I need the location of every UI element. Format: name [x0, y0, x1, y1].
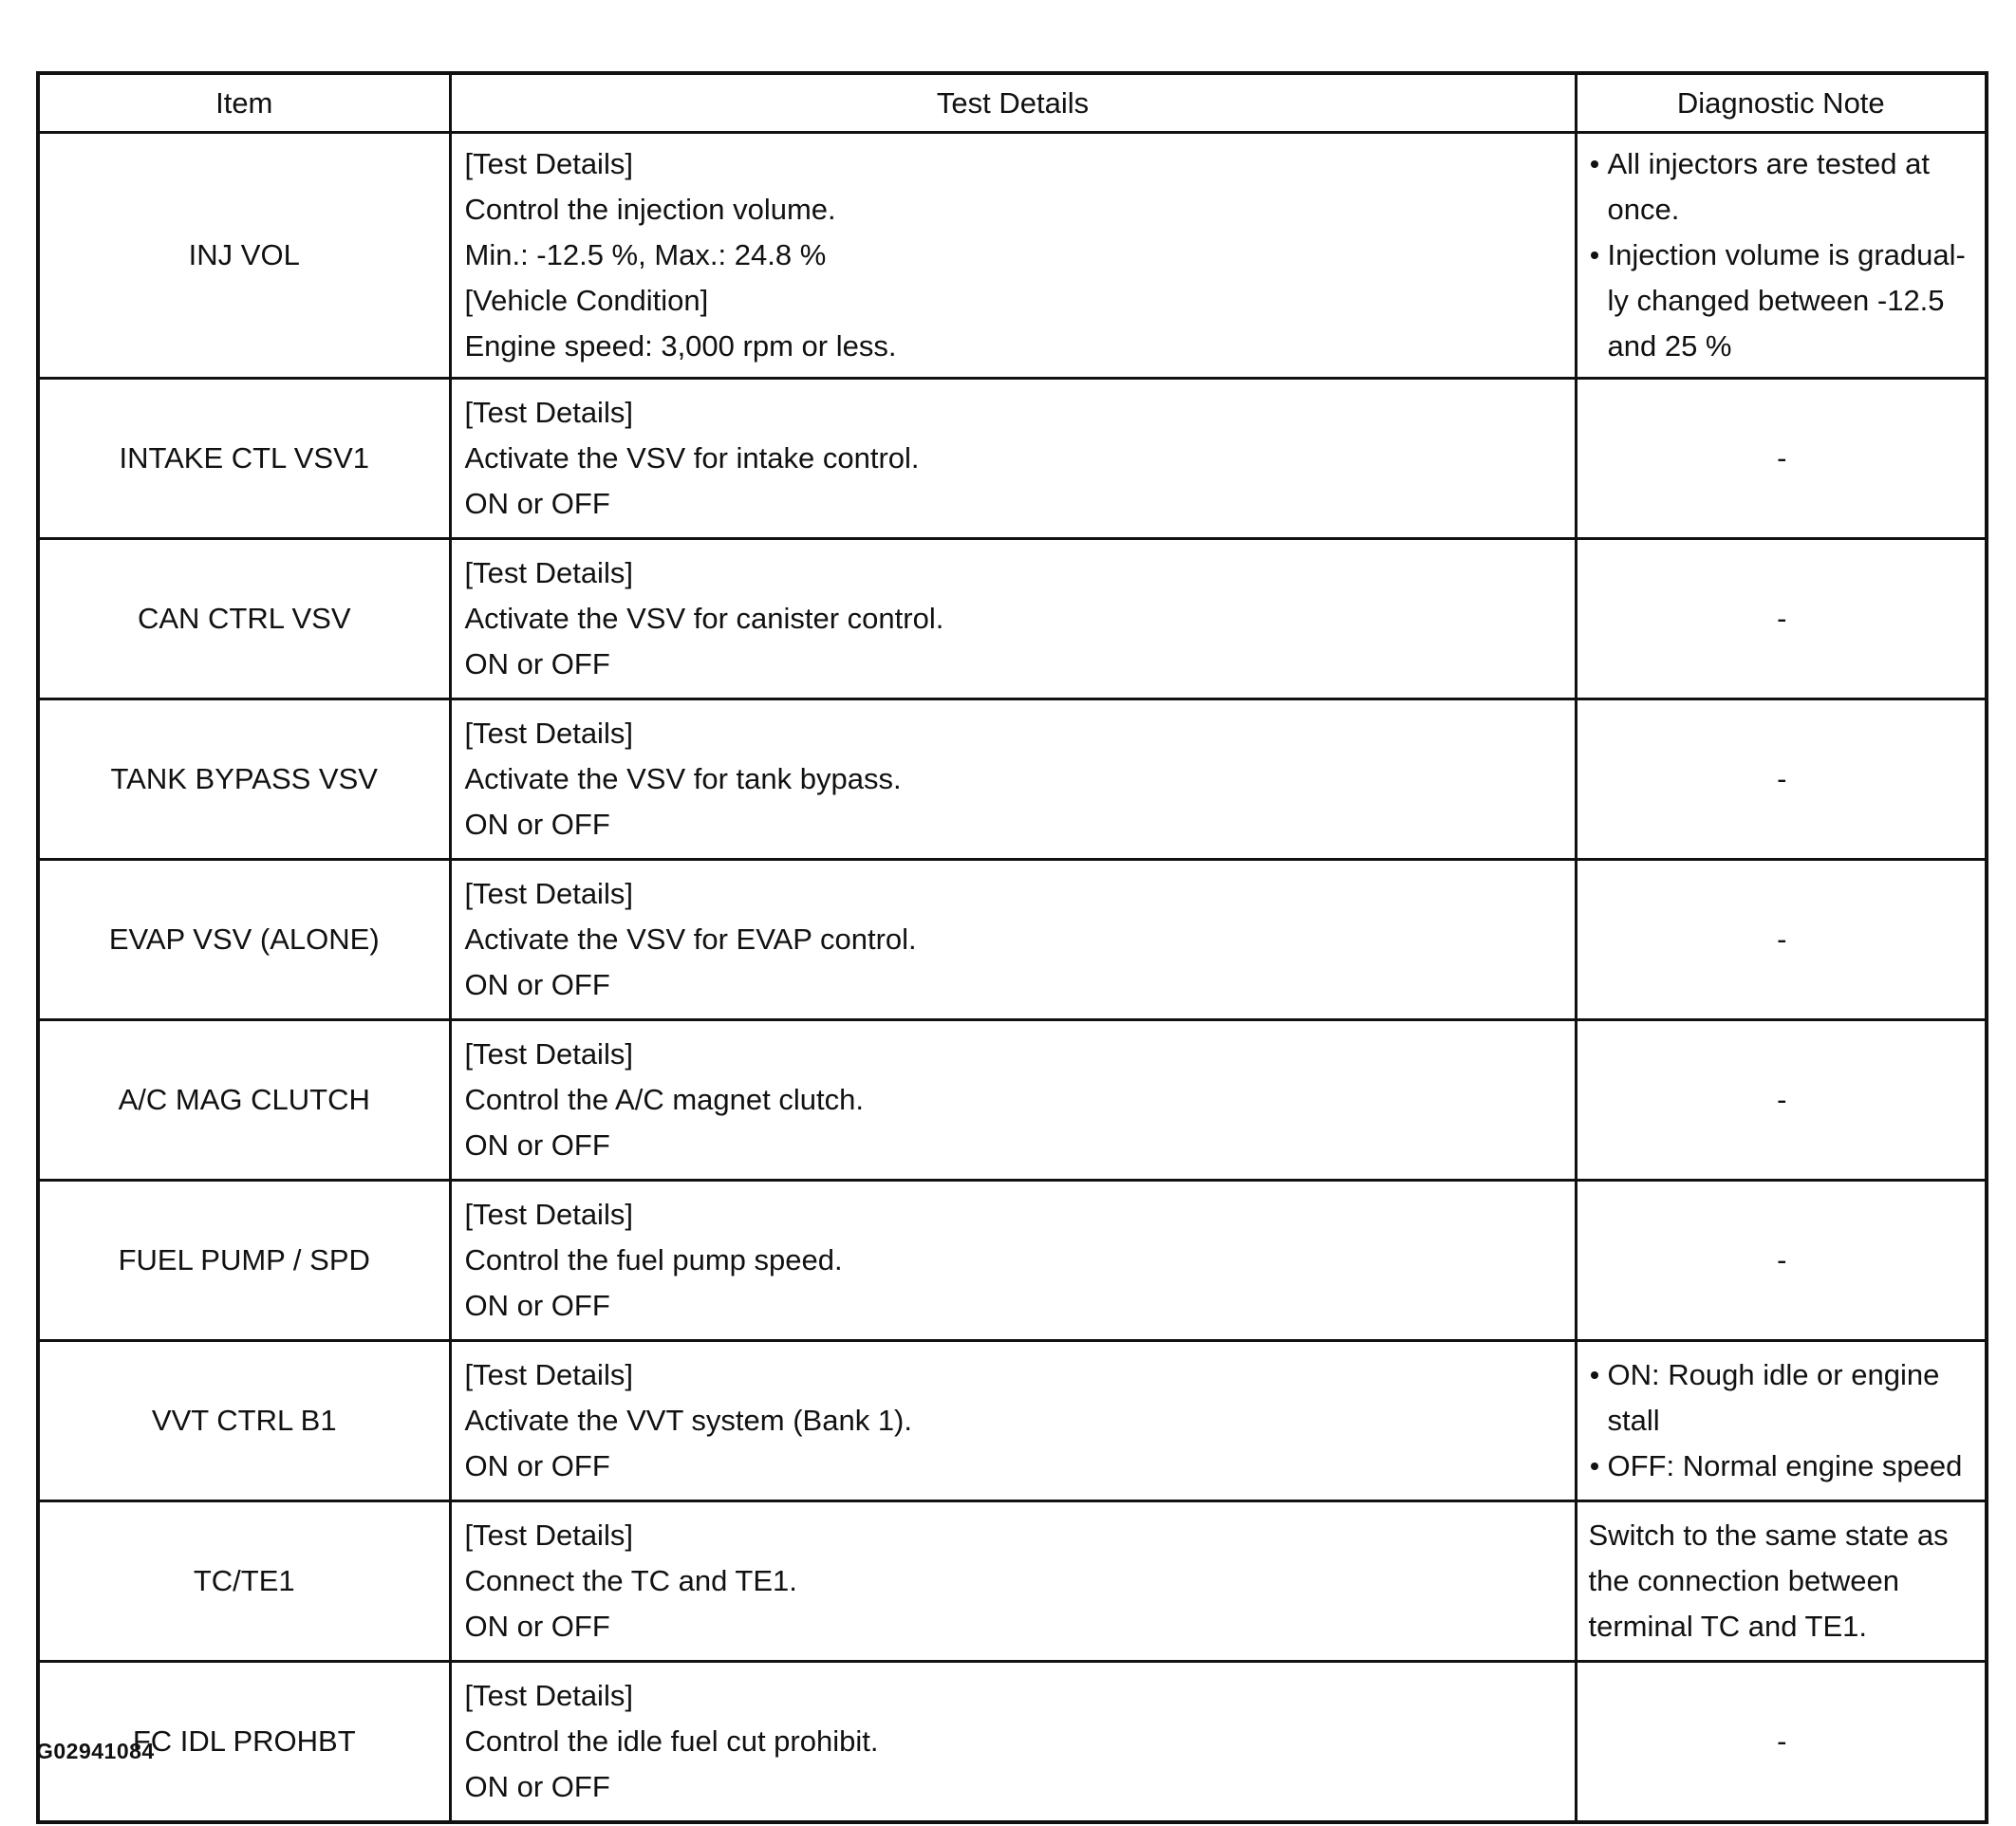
note-line: the connection between: [1588, 1564, 1899, 1597]
details-cell: [450, 1020, 1576, 1181]
table-row: [38, 1181, 1987, 1341]
details-cell: [450, 379, 1576, 539]
note-cell: -: [1576, 699, 1987, 860]
details-cell: [450, 539, 1576, 699]
details-line: [Vehicle Condition]: [464, 284, 709, 317]
details-cell: [450, 1501, 1576, 1662]
note-line: and 25 %: [1607, 329, 1732, 363]
item-cell: INTAKE CTL VSV1: [38, 379, 450, 539]
note-bullet: [1589, 141, 1976, 233]
table-row: [38, 699, 1987, 860]
table-row: [38, 1501, 1987, 1662]
note-line: OFF: Normal engine speed: [1607, 1449, 1963, 1482]
details-line: ON or OFF: [464, 1770, 610, 1803]
note-line: terminal TC and TE1.: [1588, 1610, 1867, 1643]
item-cell: TC/TE1: [38, 1501, 450, 1662]
details-line: [Test Details]: [464, 1358, 633, 1391]
figure-code: G02941084: [36, 1739, 155, 1763]
note-line: Switch to the same state as: [1588, 1519, 1949, 1552]
details-line: [Test Details]: [464, 717, 633, 750]
details-line: ON or OFF: [464, 647, 610, 680]
header-test-details: Test Details: [450, 73, 1576, 133]
active-test-table: [36, 71, 1988, 1824]
table-row: [38, 133, 1987, 379]
header-item: Item: [38, 73, 450, 133]
note-bullet-list: [1589, 141, 1976, 369]
details-cell: [450, 860, 1576, 1020]
details-line: Control the fuel pump speed.: [464, 1243, 843, 1276]
details-cell: [450, 1341, 1576, 1501]
details-line: [Test Details]: [464, 147, 633, 180]
table-row: [38, 1341, 1987, 1501]
details-line: [Test Details]: [464, 1198, 633, 1231]
details-line: [Test Details]: [464, 1679, 633, 1712]
details-line: ON or OFF: [464, 487, 610, 520]
note-cell: -: [1576, 1020, 1987, 1181]
details-line: Activate the VSV for tank bypass.: [464, 762, 902, 795]
note-line: ly changed between -12.5: [1607, 284, 1945, 317]
details-line: [Test Details]: [464, 1037, 633, 1071]
item-cell: TANK BYPASS VSV: [38, 699, 450, 860]
table-row: [38, 539, 1987, 699]
item-cell: FUEL PUMP / SPD: [38, 1181, 450, 1341]
item-cell: INJ VOL: [38, 133, 450, 379]
details-line: ON or OFF: [464, 1449, 610, 1482]
item-cell: FC IDL PROHBT: [38, 1662, 450, 1823]
details-line: [Test Details]: [464, 556, 633, 589]
details-line: Control the idle fuel cut prohibit.: [464, 1724, 879, 1758]
item-cell: A/C MAG CLUTCH: [38, 1020, 450, 1181]
note-bullet: [1589, 233, 1976, 369]
table-header-row: [38, 73, 1987, 133]
item-cell: VVT CTRL B1: [38, 1341, 450, 1501]
details-line: Control the injection volume.: [464, 193, 836, 226]
details-line: Min.: -12.5 %, Max.: 24.8 %: [464, 238, 827, 271]
details-line: Activate the VSV for canister control.: [464, 602, 944, 635]
note-cell: [1576, 1341, 1987, 1501]
note-cell: [1576, 1501, 1987, 1662]
note-line: ON: Rough idle or engine: [1607, 1358, 1940, 1391]
note-cell: -: [1576, 379, 1987, 539]
details-line: [Test Details]: [464, 396, 633, 429]
details-line: Engine speed: 3,000 rpm or less.: [464, 329, 897, 363]
note-bullet-list: [1589, 1352, 1976, 1489]
note-bullet: [1589, 1352, 1976, 1444]
note-cell: -: [1576, 1181, 1987, 1341]
details-line: Activate the VSV for intake control.: [464, 441, 920, 475]
note-cell: [1576, 133, 1987, 379]
details-cell: [450, 1662, 1576, 1823]
table-row: [38, 860, 1987, 1020]
item-cell: CAN CTRL VSV: [38, 539, 450, 699]
details-line: Activate the VVT system (Bank 1).: [464, 1404, 912, 1437]
details-line: ON or OFF: [464, 1289, 610, 1322]
details-line: [Test Details]: [464, 1519, 633, 1552]
details-line: ON or OFF: [464, 1610, 610, 1643]
details-line: Activate the VSV for EVAP control.: [464, 922, 917, 956]
item-cell: EVAP VSV (ALONE): [38, 860, 450, 1020]
details-cell: [450, 1181, 1576, 1341]
details-line: Control the A/C magnet clutch.: [464, 1083, 864, 1116]
note-bullet: [1589, 1444, 1976, 1489]
details-line: ON or OFF: [464, 1128, 610, 1162]
table-row: [38, 1662, 1987, 1823]
note-cell: -: [1576, 860, 1987, 1020]
details-line: Connect the TC and TE1.: [464, 1564, 797, 1597]
header-diagnostic-note: Diagnostic Note: [1576, 73, 1987, 133]
note-line: once.: [1607, 193, 1680, 226]
details-cell: [450, 699, 1576, 860]
note-cell: -: [1576, 539, 1987, 699]
note-line: All injectors are tested at: [1607, 147, 1930, 180]
details-line: ON or OFF: [464, 808, 610, 841]
table-row: [38, 379, 1987, 539]
details-line: [Test Details]: [464, 877, 633, 910]
details-cell: [450, 133, 1576, 379]
note-cell: -: [1576, 1662, 1987, 1823]
details-line: ON or OFF: [464, 968, 610, 1001]
note-line: stall: [1607, 1404, 1660, 1437]
table-row: [38, 1020, 1987, 1181]
note-line: Injection volume is gradual-: [1607, 238, 1966, 271]
